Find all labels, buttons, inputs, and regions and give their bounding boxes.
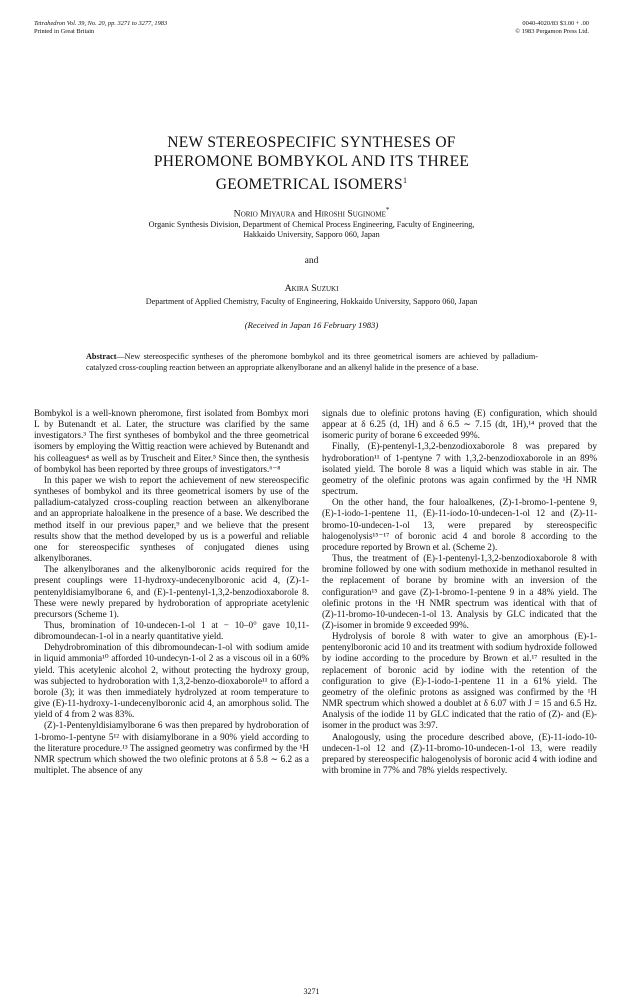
and-separator: and — [304, 256, 319, 266]
page-number: 3271 — [303, 987, 320, 996]
paragraph: Bombykol is a well-known pheromone, first isolated from Bombyx mori L by Butenandt et al. Later, the structure was clarified by the same investigators.³ The first syntheses of bombykol and the three geometrical isomers by employing the Wittig reaction were achieved by Butenandt and his colleagues⁴ as well as by Truscheit and Eiter.⁵ Since then, the synthesis of bombykol has been reported by three groups of investigators.⁶⁻⁸ — [34, 408, 309, 474]
paragraph: In this paper we wish to report the achievement of new stereospecific syntheses of bombykol and its three geometrical isomers by use of the palladium-catalyzed cross-coupling reaction between an alkenylborane and an appropriate haloalkene in the presence of a base. We described the method itself in our previous paper,⁹ and we believe that the present results show that the method developed by us is a powerful and reliable one for stereospecific syntheses of conjugated dienes using alkenylboranes. — [34, 474, 309, 564]
paragraph: Thus, the treatment of (E)-1-pentenyl-1,3,2-benzodioxaborole 8 with bromine followed by one with sodium methoxide in methanol resulted in the replacement of borane by bromine with an inversion of the configuration¹⁵ and gave (Z)-1-bromo-1-pentene 9 in a 48% yield. The olefinic protons in the ¹H NMR spectrum was identical with that of (Z)-11-bromo-10-undecen-1-ol 13. Analysis by GLC indicated that the (Z)-isomer in bromide 9 exceeded 99%. — [322, 553, 597, 630]
paragraph: On the other hand, the four haloalkenes, (Z)-1-bromo-1-pentene 9, (E)-1-iodo-1-pentene 11, (E)-11-iodo-10-undecen-1-ol 12 and (Z)-11-bromo-10-undecen-1-ol 13, were prepared by stereospecific halogenolysis¹⁵⁻¹⁷ of boronic acid 4 and borole 8 according to the procedure reported by Brown et al. (Scheme 2). — [322, 497, 597, 552]
paragraph: Analogously, using the procedure described above, (E)-11-iodo-10-undecen-1-ol 12 and (Z)-11-bromo-10-undecen-1-ol 13, were readily prepared by stereospecific halogenolysis of boronic acid 4 with iodine and with bromine in 77% and 78% yields respectively. — [322, 731, 597, 775]
printed-in: Printed in Great Britain — [34, 28, 95, 35]
title-line-1: NEW STEREOSPECIFIC SYNTHESES OF — [167, 134, 456, 151]
title-line-3 — [60, 171, 563, 194]
author-suzuki: Akira Suzuki — [284, 283, 339, 294]
abstract-text: —New stereospecific syntheses of the pheromone bombykol and its three geometrical isomers are achieved by palladium-catalyzed cross-coupling reaction between an appropriate alkenylborane and an alkenyl halide in the presence of a base. — [86, 352, 538, 372]
affiliation-1-line-2: Hakkaido University, Sapporo 060, Japan — [243, 230, 380, 239]
paragraph: (Z)-1-Pentenyldisiamylborane 6 was then prepared by hydroboration of 1-bromo-1-pentyne 5¹² with disiamylborane in a 90% yield according to the literature procedure.¹³ The assigned geometry was confirmed by the ¹H NMR spectrum which showed the two olefinic protons at δ 5.8 ∼ 6.2 as a multiplet. The absence of any — [34, 720, 309, 775]
body-column-left — [34, 408, 309, 776]
paragraph: Hydrolysis of borole 8 with water to give an amorphous (E)-1-pentenylboronic acid 10 and its treatment with sodium hydroxide followed by iodine according to the procedure by Brown et al.¹⁷ resulted in the replacement of boronic acid by iodine with the retention of the configuration to give (E)-1-iodo-1-pentene 11 in a 61% yield. The geometry of the olefinic protons as assigned was confirmed by the ¹H NMR spectrum which showed a doublet at δ 6.07 with J = 15 and 6.5 Hz. Analysis of the iodide 11 by GLC indicated that the ratio of (Z)- and (E)-isomer in the product was 3:97. — [322, 631, 597, 731]
journal-citation: Tetrahedron Vol. 39, No. 20, pp. 3271 to 3277, 1983 — [34, 20, 168, 27]
affiliation-1 — [40, 220, 583, 240]
paragraph: Thus, bromination of 10-undecen-1-ol 1 at − 10–0° gave 10,11-dibromoundecan-1-ol in a nearly quantitative yield. — [34, 619, 309, 642]
publisher-header — [515, 20, 589, 36]
paragraph: Finally, (E)-pentenyl-1,3,2-benzodioxaborole 8 was prepared by hydroboration¹¹ of 1-pentyne 7 with 1,3,2-benzodioxaborole in an 89% isolated yield. The borole 8 was a liquid which was stable in air. The geometry of the olefinic protons was again confirmed by the ¹H NMR spectrum. — [322, 441, 597, 497]
affiliation-1-line-1: Organic Synthesis Division, Department of Chemical Process Engineering, Faculty of Engineering, — [148, 220, 475, 229]
title-line-2: PHEROMONE BOMBYKOL AND ITS THREE — [153, 153, 470, 170]
paragraph: signals due to olefinic protons having (E) configuration, which should appear at δ 6.25 (d, 1H) and δ 6.5 ∼ 7.15 (dt, 1H),¹⁴ proved that the isomeric purity of borane 6 exceeded 99%. — [322, 408, 597, 441]
paper-title — [60, 133, 563, 194]
corresponding-mark: * — [385, 206, 390, 214]
author-miyaura: Norio Miyaura — [233, 208, 296, 220]
author-suginome: Hiroshi Suginome — [314, 208, 386, 220]
authors-and: and — [297, 208, 313, 220]
copyright: © 1983 Pergamon Press Ltd. — [515, 28, 589, 35]
abstract — [86, 352, 538, 373]
paragraph: The alkenylboranes and the alkenylboronic acids required for the present couplings were 11-hydroxy-undecenylboronic acid 4, (Z)-1-pentenyldisiamylborane 6, and (E)-1-pentenyl-1,3,2-benzodioxaborole 8. These were newly prepared by hydroboration of appropriate acetylenic precursors (Scheme 1). — [34, 564, 309, 619]
title-line-3-text: GEOMETRICAL ISOMERS — [215, 176, 403, 194]
affiliation-2: Department of Applied Chemistry, Faculty of Engineering, Hokkaido University, Sapporo 060, Japan — [145, 297, 478, 306]
received-date: (Received in Japan 16 February 1983) — [244, 320, 379, 330]
journal-header — [34, 20, 167, 36]
authors-line — [40, 206, 583, 219]
body-column-right — [322, 408, 597, 776]
paragraph: Dehydrobromination of this dibromoundecan-1-ol with sodium amide in liquid ammonia¹⁰ afforded 10-undecyn-1-ol 2 as a viscous oil in a 60% yield. This acetylenic alcohol 2, without protecting the hydroxy group, was subjected to hydroboration with 1,3,2-benzo-dioxaborole¹¹ to afford a borole (3); it was then immediately hydrolyzed at room temperature to give (E)-11-hydroxy-1-undecenylboronic acid 4, an amorphous solid. The yield of 4 from 2 was 83%. — [34, 642, 309, 720]
title-footnote-mark: 1 — [402, 176, 408, 185]
issn-price: 0040-4020/83 $3.00 + .00 — [522, 20, 589, 27]
abstract-label: Abstract — [86, 352, 117, 361]
